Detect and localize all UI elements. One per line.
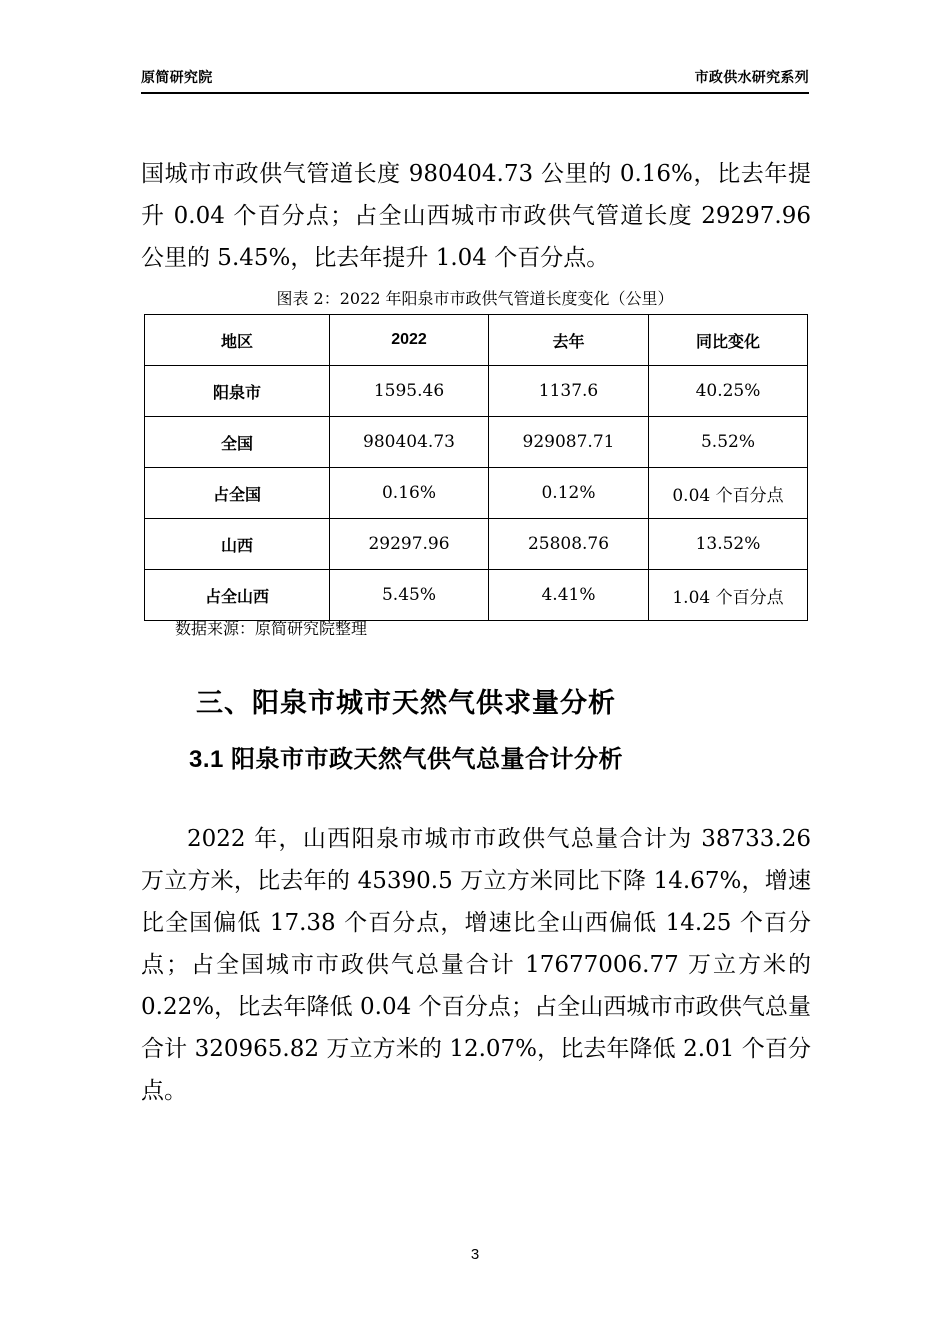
cell-change: 5.52% [649,417,808,468]
cell-last-year: 4.41% [489,570,649,621]
table-header-row [145,315,808,366]
header-left-text: 原简研究院 [141,69,213,85]
cell-change: 0.04 个百分点 [649,468,808,519]
cell-last-year: 929087.71 [489,417,649,468]
cell-2022: 5.45% [330,570,489,621]
cell-last-year: 0.12% [489,468,649,519]
row-label: 占全山西 [145,570,330,621]
pipeline-length-table [144,314,808,621]
section-heading-3: 三、阳泉市城市天然气供求量分析 [196,688,616,719]
row-label: 全国 [145,417,330,468]
cell-change: 1.04 个百分点 [649,570,808,621]
cell-change: 40.25% [649,366,808,417]
page-number: 3 [470,1246,480,1263]
running-header [141,68,809,86]
data-source-note: 数据来源：原简研究院整理 [175,619,368,638]
cell-last-year: 25808.76 [489,519,649,570]
table-row [145,366,808,417]
header-right-text: 市政供水研究系列 [694,69,809,85]
column-header-region: 地区 [145,315,330,366]
column-header-2022: 2022 [330,315,489,366]
subsection-heading-3-1: 3.1 阳泉市市政天然气供气总量合计分析 [189,745,624,773]
row-label: 占全国 [145,468,330,519]
cell-2022: 980404.73 [330,417,489,468]
cell-2022: 1595.46 [330,366,489,417]
cell-2022: 29297.96 [330,519,489,570]
table-caption: 图表 2：2022 年阳泉市市政供气管道长度变化（公里） [276,289,674,308]
cell-change: 13.52% [649,519,808,570]
cell-2022: 0.16% [330,468,489,519]
column-header-last-year: 去年 [489,315,649,366]
row-label: 阳泉市 [145,366,330,417]
table-row [145,570,808,621]
table-row [145,519,808,570]
header-divider [141,92,809,94]
row-label: 山西 [145,519,330,570]
table-row [145,417,808,468]
cell-last-year: 1137.6 [489,366,649,417]
table-row [145,468,808,519]
paragraph-gas-supply-analysis: 2022 年，山西阳泉市城市市政供气总量合计为 38733.26 万立方米，比去年的 45390.5 万立方米同比下降 14.67%，增速比全国偏低 17.38 个百分点，增速比全山西偏低 14.25 个百分点；占全国城市市政供气总量合计 17677006.77 万立方米的 0.22%，比去年降低 0.04 个百分点；占全山西城市市政供气总量合计 320965.82 万立方米的 12.07%，比去年降低 2.01 个百分点。 [141,826,811,1104]
column-header-yoy-change: 同比变化 [649,315,808,366]
paragraph-continued: 国城市市政供气管道长度 980404.73 公里的 0.16%，比去年提升 0.04 个百分点；占全山西城市市政供气管道长度 29297.96 公里的 5.45%，比去年提升 1.04 个百分点。 [141,161,811,271]
